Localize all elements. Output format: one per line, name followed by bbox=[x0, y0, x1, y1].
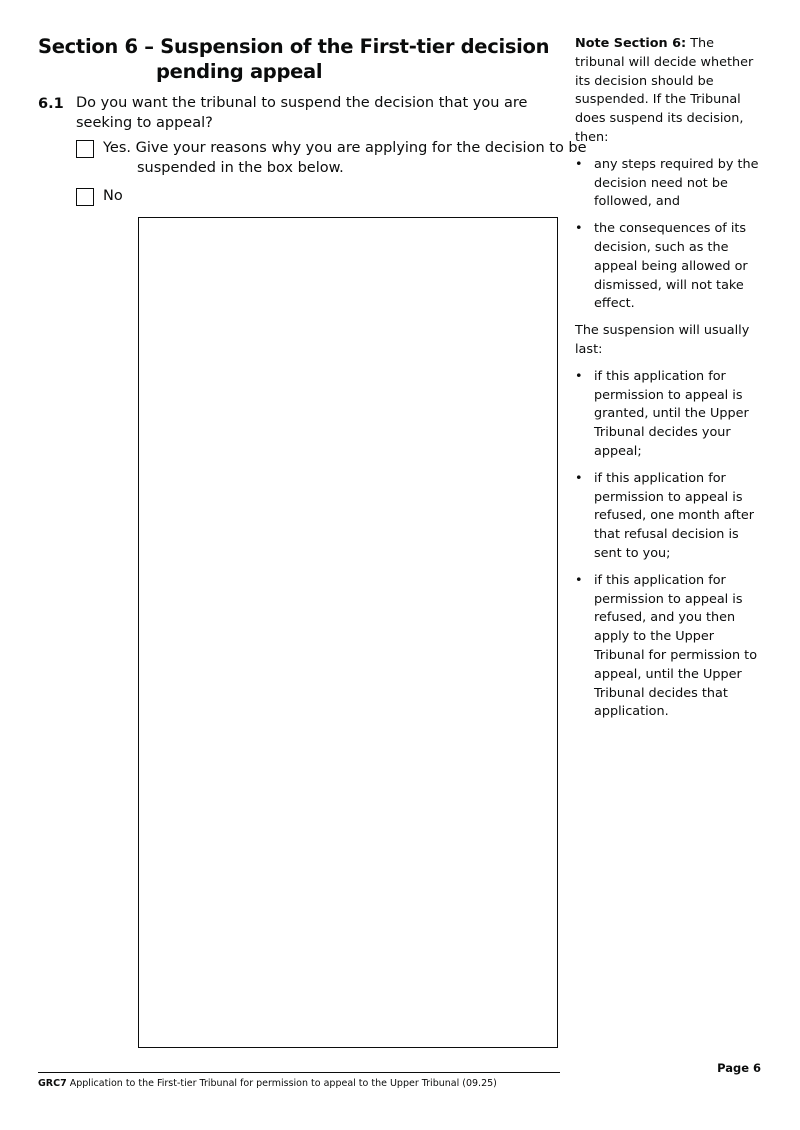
section-title-line1: Section 6 – Suspension of the First-tier decision bbox=[38, 35, 550, 58]
effect-text: the consequences of its decision, such as the appeal being allowed or dismissed, will not take effect. bbox=[594, 221, 748, 312]
list-item bbox=[575, 220, 767, 314]
section-note bbox=[575, 35, 767, 730]
list-item bbox=[575, 156, 767, 212]
bullet-icon: • bbox=[575, 572, 583, 588]
section-title bbox=[38, 34, 550, 84]
footer-divider bbox=[38, 1072, 560, 1073]
form-title: Application to the First-tier Tribunal for permission to appeal to the Upper Tribunal (09.25) bbox=[66, 1078, 497, 1089]
duration-text: if this application for permission to appeal is granted, until the Upper Tribunal decides your appeal; bbox=[594, 368, 749, 459]
page-number: Page 6 bbox=[717, 1061, 761, 1075]
no-option[interactable] bbox=[76, 188, 123, 206]
effect-text: any steps required by the decision need not be followed, and bbox=[594, 156, 759, 210]
bullet-icon: • bbox=[575, 156, 583, 172]
suspension-reasons-field[interactable] bbox=[138, 217, 558, 1048]
no-label: No bbox=[103, 188, 123, 204]
duration-text: if this application for permission to appeal is refused, one month after that refusal decision is sent to you; bbox=[594, 470, 755, 561]
note-intro bbox=[575, 35, 767, 148]
yes-label: Yes. Give your reasons why you are applying for the decision to be suspended in the box below. bbox=[103, 140, 587, 176]
list-item bbox=[575, 572, 767, 722]
no-checkbox[interactable] bbox=[76, 188, 94, 206]
duration-text: if this application for permission to appeal is refused, and you then apply to the Upper Tribunal for permission to appeal, until the Upper Tribunal decides that application. bbox=[594, 572, 758, 720]
question-text: Do you want the tribunal to suspend the decision that you are seeking to appeal? bbox=[76, 95, 528, 131]
section-title-line2: pending appeal bbox=[156, 60, 323, 83]
yes-option[interactable] bbox=[76, 140, 587, 178]
note-intro-text: The tribunal will decide whether its decision should be suspended. If the Tribunal does suspend its decision, then: bbox=[575, 36, 754, 145]
bullet-icon: • bbox=[575, 368, 583, 384]
yes-checkbox[interactable] bbox=[76, 140, 94, 158]
durations-list bbox=[575, 368, 767, 722]
note-title: Note Section 6: bbox=[575, 36, 687, 51]
effects-list bbox=[575, 156, 767, 314]
list-item bbox=[575, 470, 767, 564]
form-code: GRC7 bbox=[38, 1078, 67, 1089]
bullet-icon: • bbox=[575, 470, 583, 486]
list-item bbox=[575, 368, 767, 462]
question-number: 6.1 bbox=[38, 96, 64, 112]
footer-form-title bbox=[38, 1078, 497, 1089]
duration-intro: The suspension will usually last: bbox=[575, 323, 750, 357]
bullet-icon: • bbox=[575, 221, 583, 237]
